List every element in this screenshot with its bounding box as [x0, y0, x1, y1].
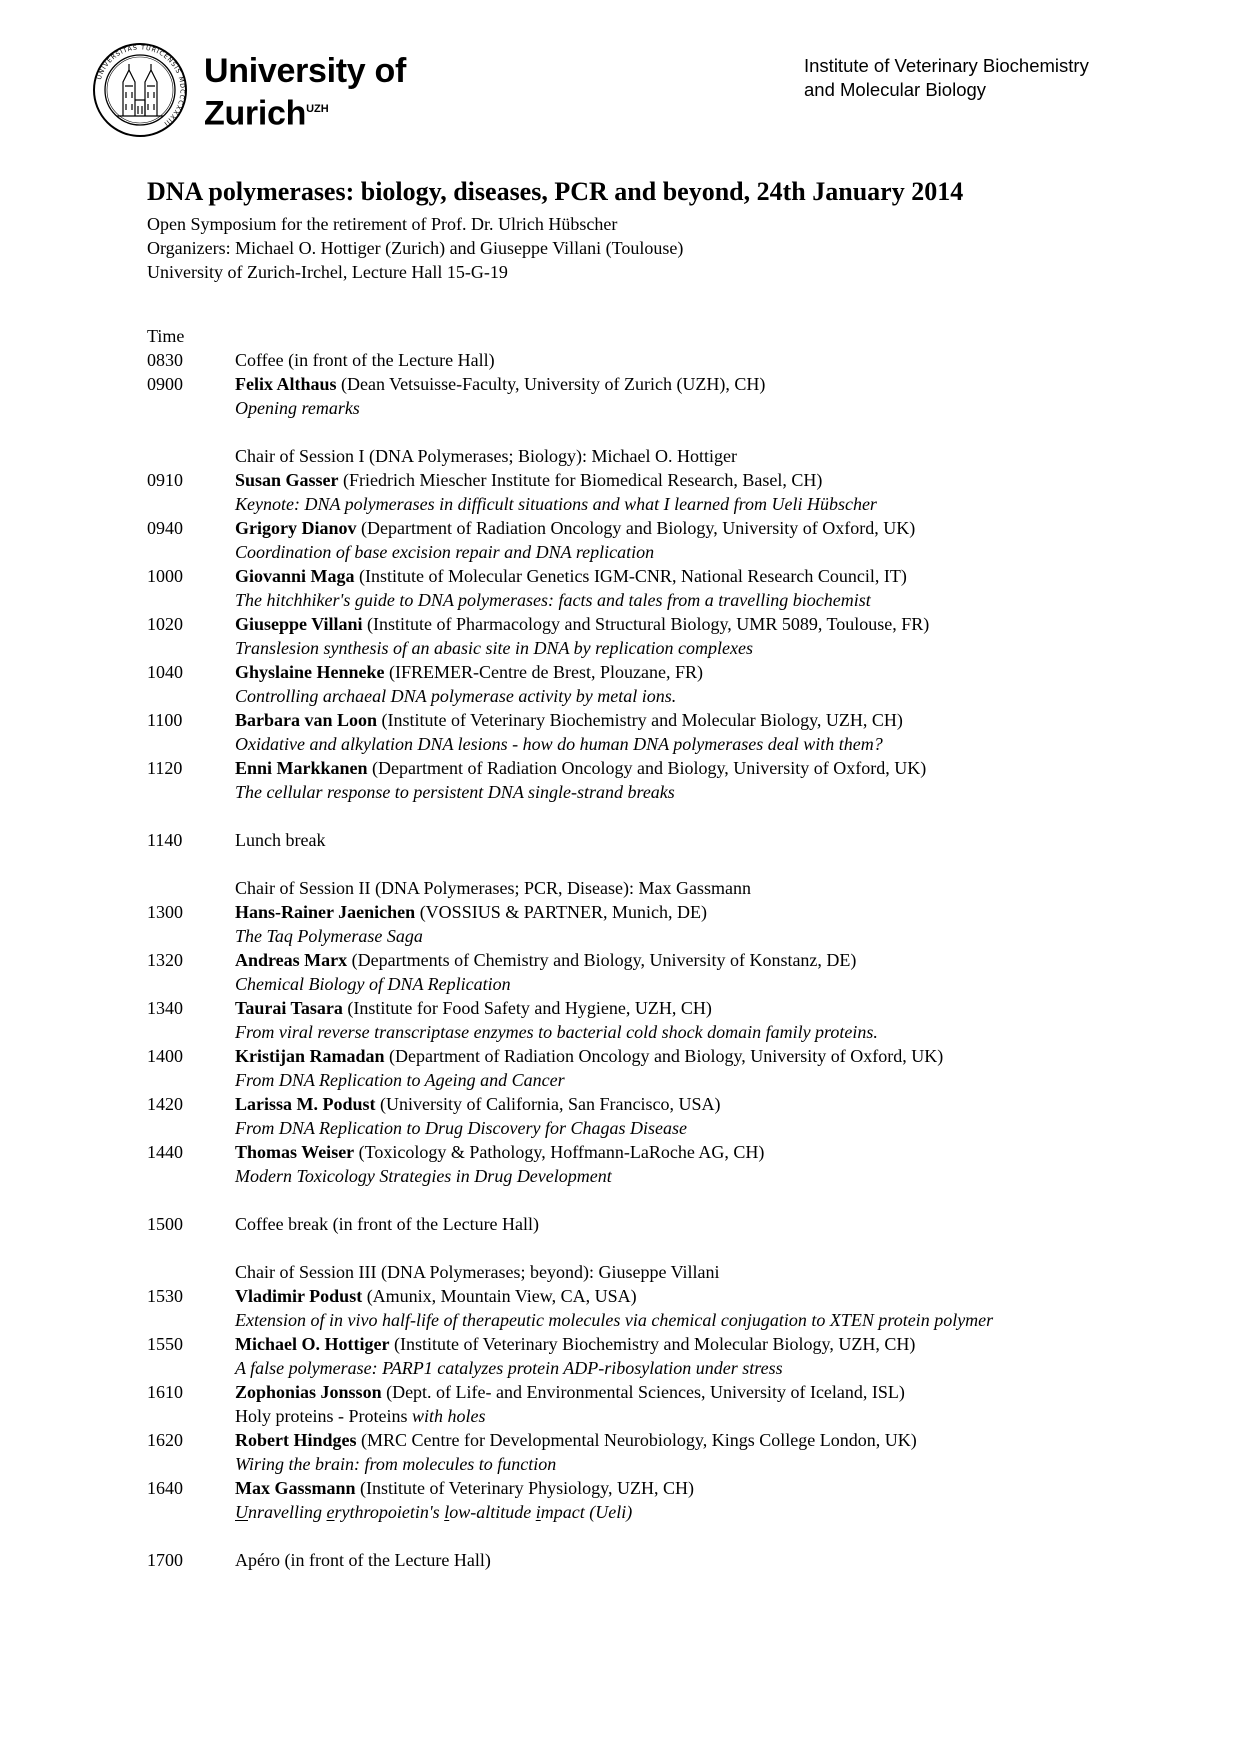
program-item [147, 1380, 1147, 1428]
talk-title: Opening remarks [235, 398, 360, 418]
program-item [147, 1140, 1147, 1188]
item-time: 1340 [147, 998, 183, 1018]
program-item [147, 468, 1147, 516]
program-item [147, 348, 1147, 372]
item-time: 1100 [147, 710, 183, 730]
program-item [147, 516, 1147, 564]
speaker-name: Andreas Marx [235, 950, 348, 970]
speaker-name: Enni Markkanen [235, 758, 368, 778]
item-time: 1400 [147, 1046, 183, 1066]
institute-line1: Institute of Veterinary Biochemistry [804, 55, 1089, 76]
speaker-affiliation: (Friedrich Miescher Institute for Biomedical Research, Basel, CH) [338, 470, 823, 490]
talk-title: Keynote: DNA polymerases in difficult situations and what I learned from Ueli Hübscher [235, 494, 877, 514]
talk-title: Oxidative and alkylation DNA lesions - how do human DNA polymerases deal with them? [235, 734, 883, 754]
item-time: 1640 [147, 1478, 183, 1498]
program-item [147, 612, 1147, 660]
speaker-name: Felix Althaus [235, 374, 337, 394]
speaker-affiliation: (Departments of Chemistry and Biology, University of Konstanz, DE) [347, 950, 857, 970]
speaker-name: Michael O. Hottiger [235, 1334, 390, 1354]
program-item [147, 996, 1147, 1044]
session-chair [147, 444, 1147, 468]
talk-title: Unravelling erythropoietin's low-altitude impact (Ueli) [235, 1502, 633, 1522]
talk-title: Modern Toxicology Strategies in Drug Development [235, 1166, 612, 1186]
svg-text:UNIVERSITAS TURICENSIS MDCCCXX: UNIVERSITAS TURICENSIS MDCCCXXXIII [95, 44, 186, 128]
speaker-name: Giovanni Maga [235, 566, 355, 586]
university-name-line1: University of [204, 52, 407, 90]
talk-title: A false polymerase: PARP1 catalyzes protein ADP-ribosylation under stress [235, 1358, 783, 1378]
university-seal-logo [92, 42, 188, 138]
speaker-affiliation: (Dean Vetsuisse-Faculty, University of Zurich (UZH), CH) [336, 374, 766, 394]
speaker-affiliation: (MRC Centre for Developmental Neurobiology, Kings College London, UK) [356, 1430, 917, 1450]
item-time: 1020 [147, 614, 183, 634]
item-time: 1420 [147, 1094, 183, 1114]
talk-title: Chemical Biology of DNA Replication [235, 974, 511, 994]
item-time: 0910 [147, 470, 183, 490]
talk-title: Translesion synthesis of an abasic site in DNA by replication complexes [235, 638, 753, 658]
speaker-name: Vladimir Podust [235, 1286, 363, 1306]
speaker-affiliation: (Department of Radiation Oncology and Biology, University of Oxford, UK) [356, 518, 916, 538]
session-chair [147, 1260, 1147, 1284]
speaker-name: Thomas Weiser [235, 1142, 355, 1162]
university-zurich: Zurich [204, 94, 307, 133]
program-item [147, 1092, 1147, 1140]
program-item [147, 660, 1147, 708]
intro-line-purpose: Open Symposium for the retirement of Prof. Dr. Ulrich Hübscher [147, 214, 618, 234]
item-time: 0830 [147, 350, 183, 370]
item-time: 1000 [147, 566, 183, 586]
intro-line-venue: University of Zurich-Irchel, Lecture Hall 15-G-19 [147, 262, 508, 282]
talk-title [235, 1404, 1147, 1428]
speaker-name: Max Gassmann [235, 1478, 356, 1498]
item-time: 1040 [147, 662, 183, 682]
speaker-affiliation: (Dept. of Life- and Environmental Sciences, University of Iceland, ISL) [381, 1382, 905, 1402]
item-time: 1320 [147, 950, 183, 970]
item-time: 1440 [147, 1142, 183, 1162]
program-item [147, 948, 1147, 996]
item-text: Coffee (in front of the Lecture Hall) [235, 350, 495, 370]
time-column-header: Time [147, 326, 185, 346]
document-title: DNA polymerases: biology, diseases, PCR and beyond, 24th January 2014 [147, 177, 964, 206]
item-time: 1700 [147, 1550, 183, 1570]
talk-title-italic: with holes [412, 1406, 486, 1426]
program-item [147, 756, 1147, 804]
speaker-name: Taurai Tasara [235, 998, 343, 1018]
program-item [147, 1044, 1147, 1092]
institute-line2: and Molecular Biology [804, 79, 987, 100]
session-chair-text: Chair of Session I (DNA Polymerases; Biology): Michael O. Hottiger [235, 446, 737, 466]
item-text: Apéro (in front of the Lecture Hall) [235, 1550, 491, 1570]
program-item [147, 708, 1147, 756]
intro-line-organizers: Organizers: Michael O. Hottiger (Zurich) and Giuseppe Villani (Toulouse) [147, 238, 684, 258]
item-time: 1140 [147, 830, 183, 850]
speaker-affiliation: (Institute for Food Safety and Hygiene, UZH, CH) [342, 998, 712, 1018]
item-time: 1620 [147, 1430, 183, 1450]
program-item [147, 828, 1147, 852]
university-name [204, 52, 406, 132]
program-item [147, 900, 1147, 948]
program-item [147, 564, 1147, 612]
session-chair [147, 876, 1147, 900]
item-time: 1550 [147, 1334, 183, 1354]
item-time: 1500 [147, 1214, 183, 1234]
speaker-affiliation: (IFREMER-Centre de Brest, Plouzane, FR) [384, 662, 703, 682]
speaker-affiliation: (Institute of Molecular Genetics IGM-CNR, National Research Council, IT) [354, 566, 907, 586]
program-item [147, 1284, 1147, 1332]
program-item [147, 1548, 1147, 1572]
item-time: 1120 [147, 758, 183, 778]
speaker-name: Robert Hindges [235, 1430, 357, 1450]
symposium-intro [147, 212, 683, 284]
session-chair-text: Chair of Session III (DNA Polymerases; beyond): Giuseppe Villani [235, 1262, 720, 1282]
speaker-affiliation: (University of California, San Francisco, USA) [375, 1094, 721, 1114]
item-text: Lunch break [235, 830, 326, 850]
talk-title: The Taq Polymerase Saga [235, 926, 423, 946]
talk-title: From viral reverse transcriptase enzymes to bacterial cold shock domain family proteins. [235, 1022, 878, 1042]
program-schedule [147, 324, 1147, 1572]
speaker-affiliation: (Department of Radiation Oncology and Biology, University of Oxford, UK) [367, 758, 927, 778]
speaker-affiliation: (Department of Radiation Oncology and Biology, University of Oxford, UK) [384, 1046, 944, 1066]
speaker-name: Kristijan Ramadan [235, 1046, 385, 1066]
speaker-name: Susan Gasser [235, 470, 339, 490]
talk-title: The cellular response to persistent DNA single-strand breaks [235, 782, 675, 802]
speaker-name: Giuseppe Villani [235, 614, 363, 634]
speaker-affiliation: (VOSSIUS & PARTNER, Munich, DE) [415, 902, 707, 922]
talk-title: From DNA Replication to Ageing and Cancer [235, 1070, 565, 1090]
talk-title: Controlling archaeal DNA polymerase activity by metal ions. [235, 686, 677, 706]
item-time: 1610 [147, 1382, 183, 1402]
item-time: 0940 [147, 518, 183, 538]
speaker-name: Ghyslaine Henneke [235, 662, 385, 682]
speaker-affiliation: (Toxicology & Pathology, Hoffmann-LaRoche AG, CH) [354, 1142, 765, 1162]
speaker-affiliation: (Institute of Veterinary Biochemistry and Molecular Biology, UZH, CH) [377, 710, 903, 730]
program-item [147, 1428, 1147, 1476]
program-item [147, 1476, 1147, 1524]
university-abbr: UZH [306, 103, 329, 115]
speaker-name: Barbara van Loon [235, 710, 378, 730]
program-item [147, 1332, 1147, 1380]
talk-title: Wiring the brain: from molecules to function [235, 1454, 557, 1474]
item-text: Coffee break (in front of the Lecture Hall) [235, 1214, 540, 1234]
item-time: 1300 [147, 902, 183, 922]
item-time: 1530 [147, 1286, 183, 1306]
speaker-affiliation: (Amunix, Mountain View, CA, USA) [362, 1286, 637, 1306]
talk-title: The hitchhiker's guide to DNA polymerases: facts and tales from a travelling biochemist [235, 590, 871, 610]
item-time: 0900 [147, 374, 183, 394]
speaker-name: Hans-Rainer Jaenichen [235, 902, 416, 922]
program-item [147, 1212, 1147, 1236]
letterhead [92, 42, 1152, 152]
speaker-name: Grigory Dianov [235, 518, 357, 538]
talk-title: Extension of in vivo half-life of therapeutic molecules via chemical conjugation to XTEN protein polymer [235, 1310, 994, 1330]
session-chair-text: Chair of Session II (DNA Polymerases; PCR, Disease): Max Gassmann [235, 878, 751, 898]
talk-title: Coordination of base excision repair and DNA replication [235, 542, 655, 562]
institute-name [804, 54, 1089, 102]
talk-title: From DNA Replication to Drug Discovery for Chagas Disease [235, 1118, 687, 1138]
speaker-name: Larissa M. Podust [235, 1094, 376, 1114]
speaker-affiliation: (Institute of Veterinary Physiology, UZH, CH) [355, 1478, 694, 1498]
speaker-affiliation: (Institute of Veterinary Biochemistry and Molecular Biology, UZH, CH) [389, 1334, 916, 1354]
talk-title-plain: Holy proteins - Proteins [235, 1406, 412, 1426]
university-name-line2 [204, 90, 406, 132]
speaker-name: Zophonias Jonsson [235, 1382, 382, 1402]
program-item [147, 372, 1147, 420]
speaker-affiliation: (Institute of Pharmacology and Structural Biology, UMR 5089, Toulouse, FR) [362, 614, 930, 634]
